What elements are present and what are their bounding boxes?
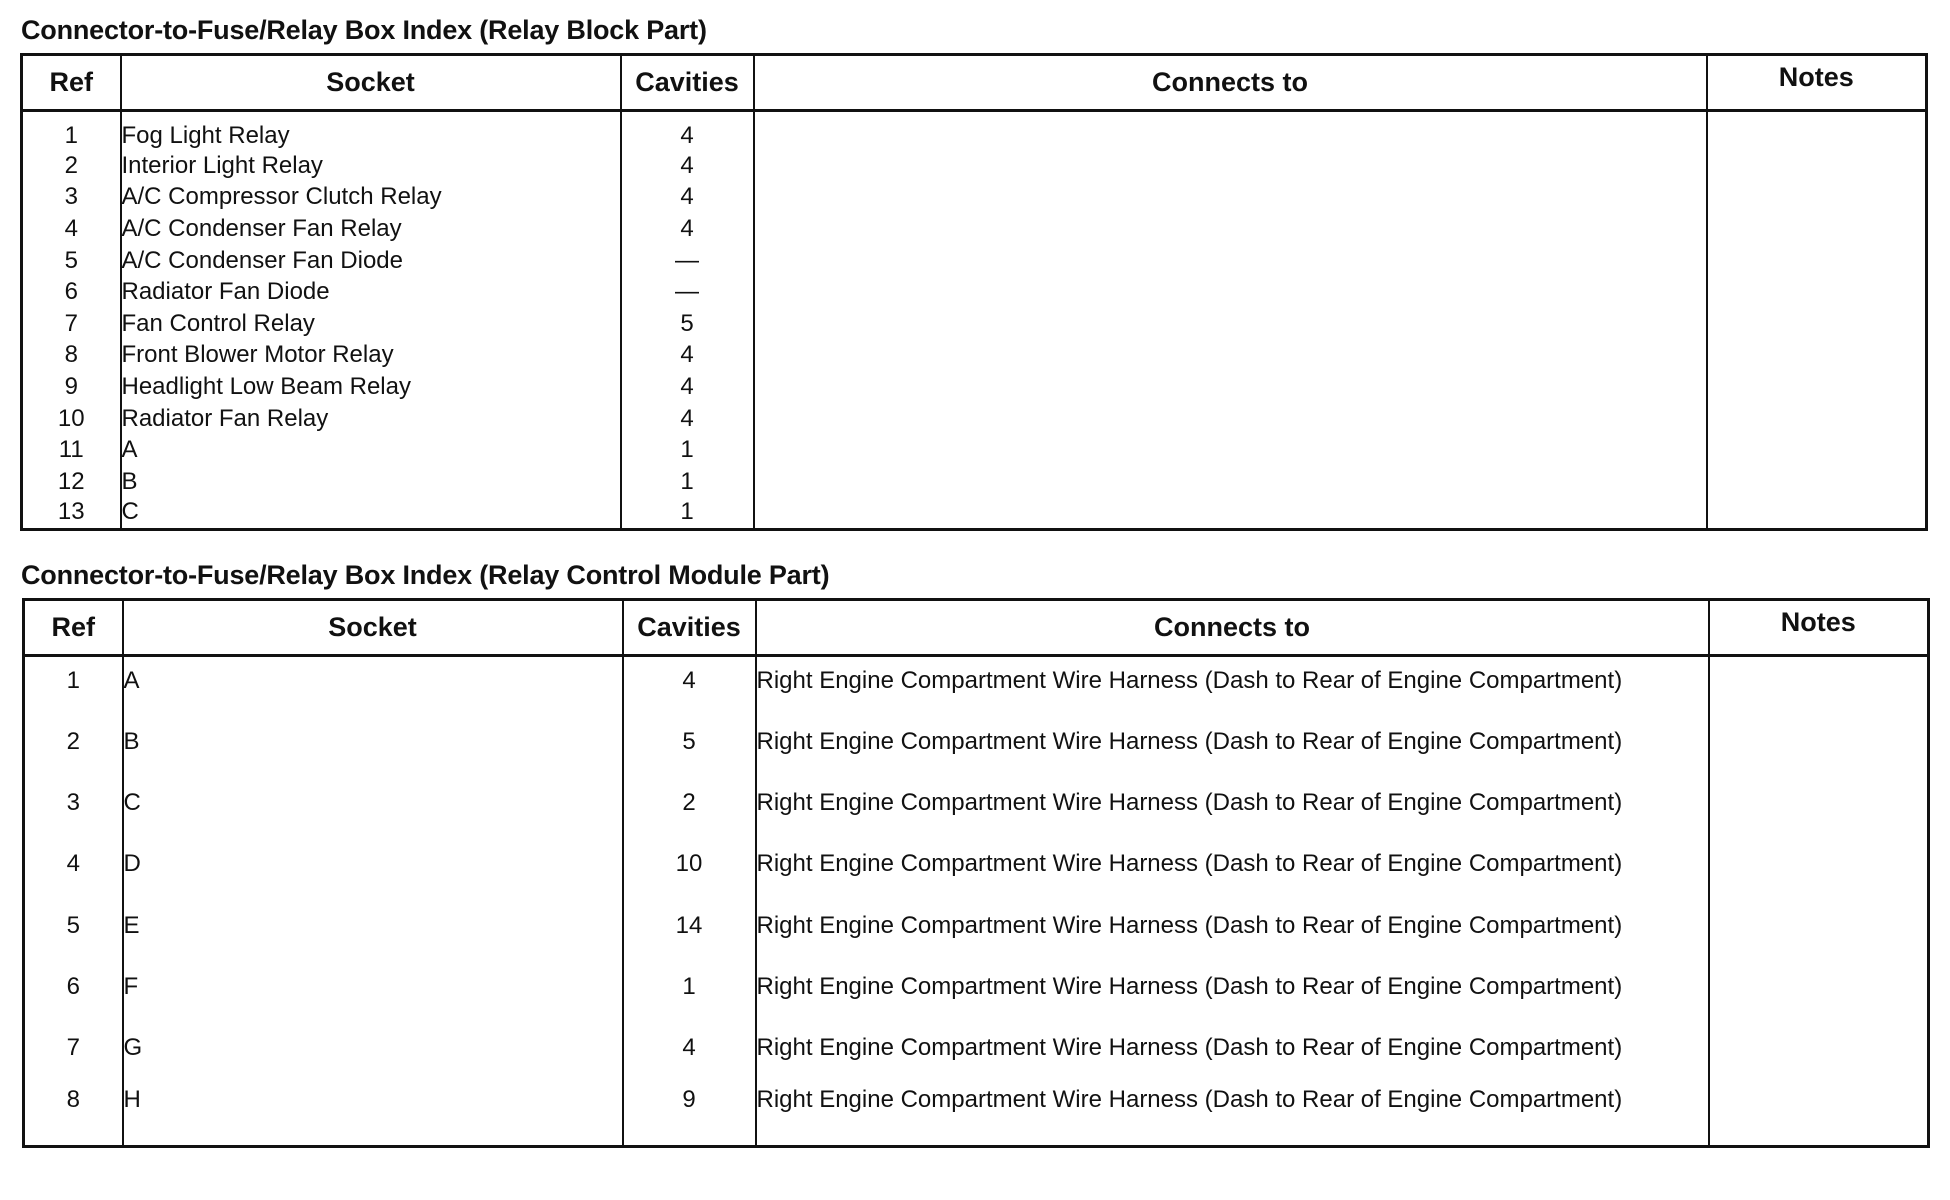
connects-to-cell: Right Engine Compartment Wire Harness (Dash to Rear of Engine Compartment) xyxy=(756,778,1709,839)
cavities-cell: 1 xyxy=(621,466,754,498)
ref-cell: 12 xyxy=(22,466,121,498)
table-row xyxy=(22,213,1927,245)
notes-header: Notes xyxy=(1709,600,1929,656)
connects-to-cell xyxy=(754,111,1707,151)
cavities-cell: 2 xyxy=(623,778,756,839)
connects-to-header: Connects to xyxy=(756,600,1709,656)
socket-cell: Headlight Low Beam Relay xyxy=(121,371,621,403)
table-row xyxy=(24,717,1929,778)
relay-block-title: Connector-to-Fuse/Relay Box Index (Relay Block Part) xyxy=(21,15,707,45)
socket-cell: A/C Condenser Fan Diode xyxy=(121,245,621,277)
cavities-header: Cavities xyxy=(621,55,754,111)
table-row xyxy=(24,962,1929,1023)
notes-cell xyxy=(1709,656,1929,717)
connects-to-cell xyxy=(754,371,1707,403)
cavities-cell: 4 xyxy=(621,403,754,435)
ref-cell: 2 xyxy=(24,717,123,778)
notes-cell xyxy=(1707,403,1927,435)
table-row xyxy=(22,498,1927,530)
connects-to-cell xyxy=(754,434,1707,466)
socket-cell: F xyxy=(123,962,623,1023)
connects-to-cell xyxy=(754,182,1707,214)
socket-cell: C xyxy=(123,778,623,839)
notes-cell xyxy=(1709,717,1929,778)
connects-to-cell: Right Engine Compartment Wire Harness (Dash to Rear of Engine Compartment) xyxy=(756,717,1709,778)
ref-header: Ref xyxy=(22,55,121,111)
table-row xyxy=(24,1024,1929,1085)
connects-to-cell: Right Engine Compartment Wire Harness (Dash to Rear of Engine Compartment) xyxy=(756,656,1709,717)
relay-control-module-title: Connector-to-Fuse/Relay Box Index (Relay Control Module Part) xyxy=(21,560,830,590)
cavities-cell: 1 xyxy=(623,962,756,1023)
connects-to-cell: Right Engine Compartment Wire Harness (Dash to Rear of Engine Compartment) xyxy=(756,901,1709,962)
connects-to-cell: Right Engine Compartment Wire Harness (Dash to Rear of Engine Compartment) xyxy=(756,962,1709,1023)
table-row xyxy=(22,182,1927,214)
connects-to-cell xyxy=(754,403,1707,435)
cavities-cell: 5 xyxy=(621,308,754,340)
connects-to-cell xyxy=(754,276,1707,308)
table-row xyxy=(24,778,1929,839)
table-row xyxy=(22,245,1927,277)
socket-cell: Radiator Fan Relay xyxy=(121,403,621,435)
notes-cell xyxy=(1707,150,1927,182)
socket-cell: B xyxy=(121,466,621,498)
cavities-cell: 4 xyxy=(621,213,754,245)
table-row xyxy=(22,466,1927,498)
connects-to-cell xyxy=(754,245,1707,277)
notes-cell xyxy=(1709,901,1929,962)
ref-cell: 6 xyxy=(24,962,123,1023)
notes-cell xyxy=(1707,466,1927,498)
ref-cell: 1 xyxy=(22,111,121,151)
ref-cell: 1 xyxy=(24,656,123,717)
notes-cell xyxy=(1707,276,1927,308)
ref-cell: 4 xyxy=(22,213,121,245)
cavities-cell: 4 xyxy=(623,1024,756,1085)
socket-cell: Interior Light Relay xyxy=(121,150,621,182)
connects-to-cell xyxy=(754,466,1707,498)
connects-to-cell: Right Engine Compartment Wire Harness (Dash to Rear of Engine Compartment) xyxy=(756,1024,1709,1085)
table-row xyxy=(22,434,1927,466)
notes-cell xyxy=(1709,1024,1929,1085)
socket-cell: Front Blower Motor Relay xyxy=(121,340,621,372)
cavities-cell: 4 xyxy=(623,656,756,717)
notes-cell xyxy=(1709,962,1929,1023)
ref-cell: 8 xyxy=(24,1085,123,1146)
ref-cell: 5 xyxy=(24,901,123,962)
notes-cell xyxy=(1707,340,1927,372)
ref-cell: 3 xyxy=(24,778,123,839)
ref-cell: 2 xyxy=(22,150,121,182)
cavities-cell: 4 xyxy=(621,111,754,151)
notes-cell xyxy=(1707,182,1927,214)
notes-cell xyxy=(1707,111,1927,151)
table-row xyxy=(22,340,1927,372)
cavities-cell: 14 xyxy=(623,901,756,962)
socket-cell: E xyxy=(123,901,623,962)
notes-header: Notes xyxy=(1707,55,1927,111)
connects-to-cell xyxy=(754,498,1707,530)
table-row xyxy=(22,276,1927,308)
socket-cell: Fan Control Relay xyxy=(121,308,621,340)
cavities-cell: 9 xyxy=(623,1085,756,1146)
relay-block-table xyxy=(20,53,1928,531)
cavities-cell: 1 xyxy=(621,434,754,466)
cavities-cell: — xyxy=(621,245,754,277)
table-row xyxy=(22,111,1927,151)
table-row xyxy=(24,840,1929,901)
table-row xyxy=(22,403,1927,435)
ref-header: Ref xyxy=(24,600,123,656)
ref-cell: 8 xyxy=(22,340,121,372)
connects-to-cell: Right Engine Compartment Wire Harness (Dash to Rear of Engine Compartment) xyxy=(756,1085,1709,1146)
cavities-cell: 10 xyxy=(623,840,756,901)
socket-header: Socket xyxy=(123,600,623,656)
table-row xyxy=(22,371,1927,403)
ref-cell: 10 xyxy=(22,403,121,435)
cavities-cell: 4 xyxy=(621,371,754,403)
ref-cell: 3 xyxy=(22,182,121,214)
notes-cell xyxy=(1707,498,1927,530)
header-row xyxy=(24,600,1929,656)
socket-cell: A/C Compressor Clutch Relay xyxy=(121,182,621,214)
notes-cell xyxy=(1709,778,1929,839)
notes-cell xyxy=(1707,371,1927,403)
socket-cell: Fog Light Relay xyxy=(121,111,621,151)
ref-cell: 11 xyxy=(22,434,121,466)
connects-to-cell xyxy=(754,340,1707,372)
relay-control-module-table xyxy=(22,598,1930,1148)
socket-cell: A xyxy=(121,434,621,466)
table-row xyxy=(22,308,1927,340)
socket-cell: A xyxy=(123,656,623,717)
notes-cell xyxy=(1707,245,1927,277)
ref-cell: 13 xyxy=(22,498,121,530)
cavities-cell: 4 xyxy=(621,340,754,372)
socket-cell: C xyxy=(121,498,621,530)
table-row xyxy=(24,901,1929,962)
cavities-cell: — xyxy=(621,276,754,308)
connects-to-cell xyxy=(754,308,1707,340)
connects-to-cell xyxy=(754,213,1707,245)
ref-cell: 7 xyxy=(24,1024,123,1085)
socket-cell: H xyxy=(123,1085,623,1146)
table-row xyxy=(24,1085,1929,1146)
cavities-cell: 5 xyxy=(623,717,756,778)
notes-cell xyxy=(1707,213,1927,245)
cavities-cell: 1 xyxy=(621,498,754,530)
socket-header: Socket xyxy=(121,55,621,111)
socket-cell: D xyxy=(123,840,623,901)
table-row xyxy=(24,656,1929,717)
notes-cell xyxy=(1709,1085,1929,1146)
ref-cell: 4 xyxy=(24,840,123,901)
ref-cell: 7 xyxy=(22,308,121,340)
socket-cell: B xyxy=(123,717,623,778)
ref-cell: 6 xyxy=(22,276,121,308)
cavities-cell: 4 xyxy=(621,182,754,214)
ref-cell: 5 xyxy=(22,245,121,277)
connects-to-header: Connects to xyxy=(754,55,1707,111)
cavities-header: Cavities xyxy=(623,600,756,656)
connects-to-cell: Right Engine Compartment Wire Harness (Dash to Rear of Engine Compartment) xyxy=(756,840,1709,901)
cavities-cell: 4 xyxy=(621,150,754,182)
notes-cell xyxy=(1707,434,1927,466)
socket-cell: A/C Condenser Fan Relay xyxy=(121,213,621,245)
notes-cell xyxy=(1709,840,1929,901)
notes-cell xyxy=(1707,308,1927,340)
header-row xyxy=(22,55,1927,111)
ref-cell: 9 xyxy=(22,371,121,403)
table-row xyxy=(22,150,1927,182)
socket-cell: Radiator Fan Diode xyxy=(121,276,621,308)
connects-to-cell xyxy=(754,150,1707,182)
socket-cell: G xyxy=(123,1024,623,1085)
